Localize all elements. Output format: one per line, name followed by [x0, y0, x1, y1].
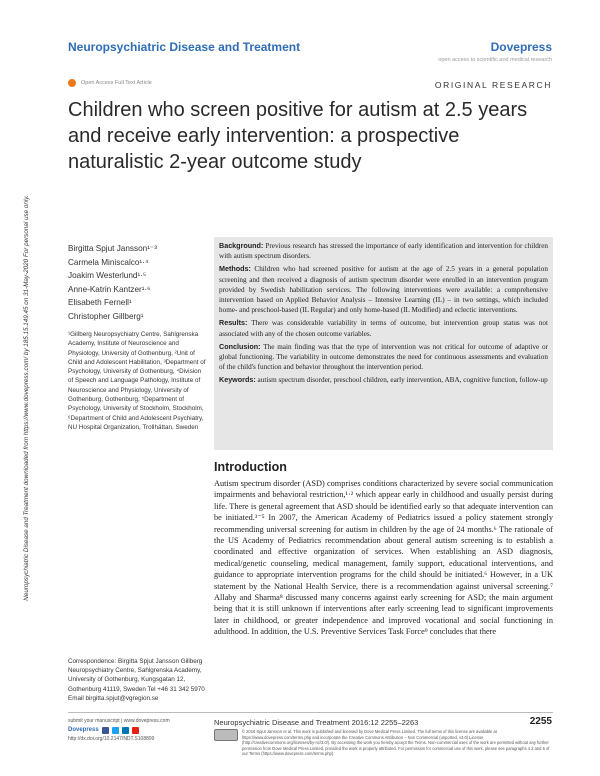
linkedin-icon[interactable] — [122, 727, 129, 734]
journal-header: Neuropsychiatric Disease and Treatment — [68, 40, 301, 54]
abstract-results — [219, 318, 548, 338]
doi-link[interactable]: http://dx.doi.org/10.2147/NDT.S108899 — [68, 736, 155, 742]
background-text: Previous research has stressed the importance of early identification and intervention for children with autism spectrum disorders. — [219, 242, 548, 261]
introduction-heading: Introduction — [214, 460, 287, 474]
article-title: Children who screen positive for autism at 2.5 years and receive early intervention: a prospective naturalistic 2-year outcome study — [68, 99, 528, 173]
open-access-icon — [68, 79, 76, 87]
license-statement — [214, 729, 553, 757]
abstract — [219, 241, 548, 389]
facebook-icon[interactable] — [102, 727, 109, 734]
author: Elisabeth Fernell¹ — [68, 298, 132, 307]
conclusion-label: Conclusion: — [219, 341, 261, 351]
results-label: Results: — [219, 318, 248, 328]
author-list — [68, 242, 208, 323]
twitter-icon[interactable] — [112, 727, 119, 734]
footer-left — [68, 718, 208, 743]
keywords-label: Keywords: — [219, 375, 256, 385]
abstract-background — [219, 241, 548, 261]
abstract-keywords — [219, 375, 548, 385]
background-label: Background: — [219, 241, 264, 250]
author: Anne-Katrin Kantzer¹·⁶ — [68, 284, 151, 294]
license-text: © 2016 Spjut Jansson et al. This work is published and licensed by Dove Medical Press Limited. The full terms of this license are available at https://www.dovepress.com/terms.php and incorporate the Creative Commons Attribution – Non Commercial (unported, v3.0) License (http://creativecommons.org/licenses/by-nc/3.0/). By accessing the work you hereby accept the Terms. Non-commercial uses of the work are permitted without any further permission from Dove Medical Press Limited, provided the work is properly attributed. For permission for commercial use of this work, please see paragraphs 4.2 and 5 of our Terms (https://www.dovepress.com/terms.php). — [242, 729, 550, 757]
author: Christopher Gillberg¹ — [68, 311, 144, 321]
creative-commons-icon — [214, 729, 238, 741]
abstract-conclusion — [219, 342, 548, 373]
results-text: There was considerable variability in terms of outcome, but intervention group status was not associated with any of the chosen outcome variables. — [219, 319, 549, 338]
affiliations: ¹Gillberg Neuropsychiatry Centre, Sahlgrenska Academy, Institute of Neuroscience and Physiology, University of Gothenburg, ²Unit of Child and Adolescent Habilitation, ³Department of Psychology, University of Gothenburg, ⁴Division of Speech and Language Pathology, Institute of Neuroscience and Physiology, University of Gothenburg, Gothenburg, ⁵Department of Psychology, University of Stockholm, Stockholm, ⁶Department of Child and Adolescent Psychiatry, NU Hospital Organization, Trollhättan, Sweden — [68, 331, 206, 431]
brand-tagline: open access to scientific and medical research — [438, 57, 552, 63]
article-type: ORIGINAL RESEARCH — [434, 80, 552, 90]
correspondence: Correspondence: Birgitta Spjut Jansson Gillberg Neuropsychiatry Centre, Sahlgrenska Academy, University of Gothenburg, Kungsgatan 12, Gothenburg 41119, Sweden Tel +46 31 342 5970 Email birgitta.spjut@vgregion.se — [68, 658, 205, 702]
youtube-icon[interactable] — [132, 727, 139, 734]
open-access-text: Open Access Full Text Article — [81, 80, 152, 86]
dovepress-logo: Dovepress — [490, 40, 552, 54]
methods-label: Methods: — [219, 264, 251, 274]
submit-manuscript-link[interactable]: submit your manuscript | www.dovepress.com — [68, 718, 170, 724]
introduction-text: Autism spectrum disorder (ASD) comprises conditions characterized by severe social communication impairments and behavioral restriction,¹·² which appear early in childhood and usually persist during life. There is general agreement that ASD should be identified early so that adequate intervention can be initiated.³⁻⁵ In 2007, the American Academy of Pediatrics issued a policy statement strongly recommending universal screening for autism in children by the age of 24 months.⁶ The rationale of the US Academy of Pediatrics recommendation about general autism screening is to establish a coordinated and effective organization of services. When establishing an ASD diagnosis, medical/genetic counseling, medical management, family support, educational interventions, and guidance to appropriate intervention programs for the child should be initiated.⁶ However, in a UK statement by the National Health Service, there is a recommendation against universal screening.⁷ Allaby and Sharma⁸ discussed many concerns against early screening for ASD; the main argument being that it is still unknown if interventions after early screening lead to significant improvements later in childhood, or greater independence and improved vocational and social functioning in adulthood. In addition, the U.S. Preventive Services Task Force⁹ concludes that there — [214, 479, 553, 637]
author: Joakim Westerlund¹·⁵ — [68, 271, 147, 280]
brand — [438, 40, 552, 63]
side-download-text: Neuropsychiatric Disease and Treatment downloaded from https://www.dovepress.com/ by 185.15.149.45 on 31-May-2020 For personal use only. — [23, 195, 30, 601]
open-access-label — [68, 79, 152, 87]
abstract-methods — [219, 264, 548, 315]
author: Birgitta Spjut Jansson¹⁻³ — [68, 244, 157, 253]
page-number: 2255 — [529, 716, 552, 727]
methods-text: Children who had screened positive for autism at the age of 2.5 years in a general population screening and then received a diagnosis of autism spectrum disorder were enrolled in an intervention program provided by Swedish habilitation services. The following interventions were available: a comprehensive intervention based on Applied Behavior Analysis – Intensive Learning (IL) – in two settings, which included home- and preschool-based (IL Regular) and only home-based (IL Modified) and eclectic interventions. — [219, 265, 548, 315]
journal-citation: Neuropsychiatric Disease and Treatment 2016:12 2255–2263 — [214, 718, 419, 727]
side-download-note — [23, 128, 39, 668]
keywords-text: autism spectrum disorder, preschool children, early intervention, ABA, cognitive function, follow-up — [257, 376, 548, 385]
author: Carmela Miniscalco¹·⁴ — [68, 257, 149, 267]
footer-dove-logo: Dovepress — [68, 727, 99, 733]
footer-divider — [68, 712, 553, 713]
conclusion-text: The main finding was that the type of intervention was not critical for outcome of adaptive or global functioning. The variability in outcome demonstrates the need for continuous assessments and evaluation of the child's function and behavior throughout the intervention period. — [219, 342, 549, 372]
social-icons — [68, 727, 208, 734]
